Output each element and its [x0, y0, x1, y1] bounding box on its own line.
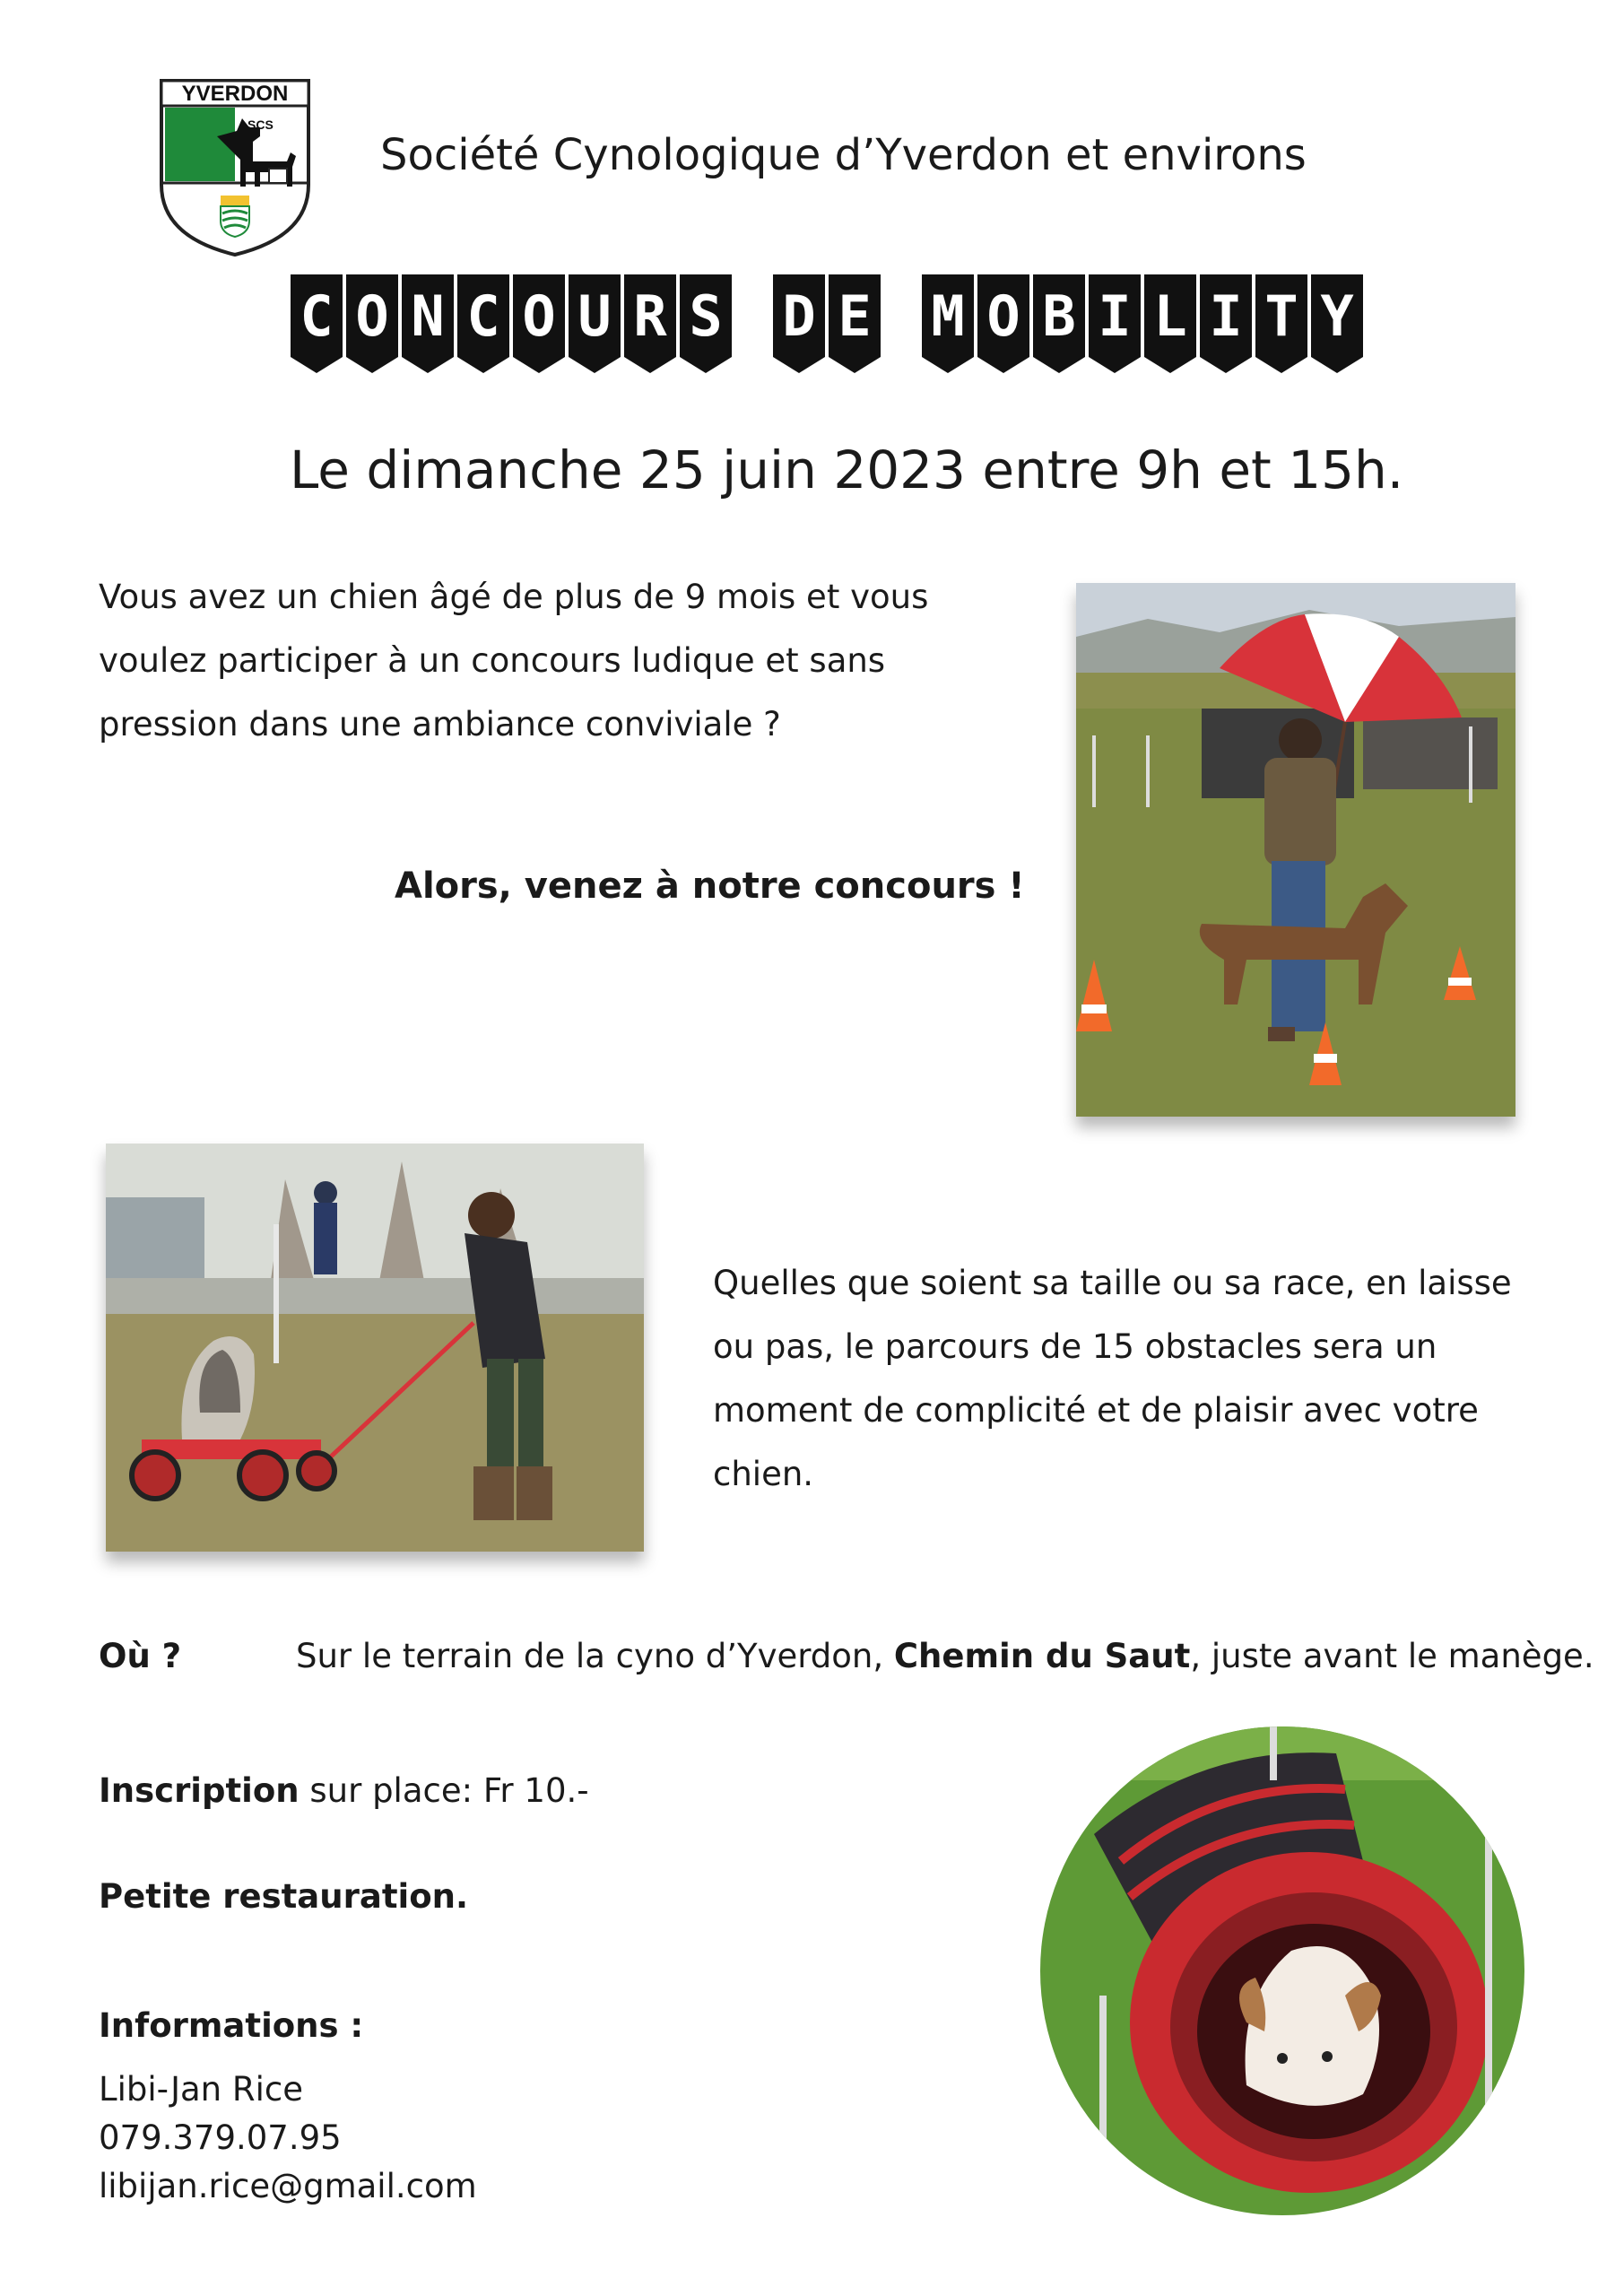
title-word	[291, 274, 732, 373]
photo-dog-umbrella	[1076, 583, 1515, 1117]
title-letter: O	[522, 283, 556, 349]
title-letter: M	[931, 283, 965, 349]
organization-name: Société Cynologique d’Yverdon et environs	[380, 130, 1307, 180]
title-letter-tile	[1089, 274, 1141, 373]
title-letter: C	[300, 283, 334, 349]
where-text	[296, 1637, 1594, 1675]
where-text-after: , juste avant le manège.	[1190, 1637, 1594, 1675]
title-letter: O	[355, 283, 389, 349]
inscription-price: sur place: Fr 10.-	[299, 1771, 589, 1810]
where-street: Chemin du Saut	[893, 1637, 1191, 1675]
title-letter-tile	[569, 274, 621, 373]
title-letter-tile	[402, 274, 454, 373]
title-letter: O	[986, 283, 1020, 349]
title-letter-tile	[624, 274, 676, 373]
event-date: Le dimanche 25 juin 2023 entre 9h et 15h.	[290, 439, 1404, 500]
title-letter-tile	[922, 274, 974, 373]
title-letter: R	[633, 283, 667, 349]
contact-email[interactable]: libijan.rice@gmail.com	[99, 2167, 477, 2205]
title-word-gap	[735, 274, 769, 373]
title-letter-tile	[346, 274, 398, 373]
title-letter-tile	[829, 274, 881, 373]
title-letter-tile	[1144, 274, 1196, 373]
title-letter: E	[838, 283, 872, 349]
title-letter-tile	[680, 274, 732, 373]
photo-dog-tunnel	[1040, 1726, 1524, 2215]
title-letter: I	[1098, 283, 1132, 349]
title-letter: N	[411, 283, 445, 349]
title-word	[922, 274, 1363, 373]
title-word-gap	[884, 274, 918, 373]
title-letter: D	[782, 283, 816, 349]
inscription-line	[99, 1771, 589, 1810]
title-letter: I	[1209, 283, 1243, 349]
intro-paragraph: Vous avez un chien âgé de plus de 9 mois et vous voulez participer à un concours ludique et sans pression dans une ambiance conviviale ?	[99, 578, 929, 744]
title-letter-tile	[773, 274, 825, 373]
title-letter: B	[1042, 283, 1076, 349]
title-letter-tile	[1033, 274, 1085, 373]
title-word	[773, 274, 881, 373]
title-letter-tile	[291, 274, 343, 373]
obstacles-paragraph: Quelles que soient sa taille ou sa race, en laisse ou pas, le parcours de 15 obstacles sera un moment de complicité et de plaisir avec votre chien.	[713, 1264, 1512, 1493]
title-letter-tile	[977, 274, 1029, 373]
contact-name: Libi-Jan Rice	[99, 2070, 303, 2109]
logo-badge-text: SCS	[248, 117, 274, 132]
title-letter: U	[578, 283, 612, 349]
title-letter-tile	[1311, 274, 1363, 373]
title-letter-tile	[513, 274, 565, 373]
restauration-line: Petite restauration.	[99, 1877, 469, 1916]
title-letter: C	[466, 283, 500, 349]
where-label: Où ?	[99, 1637, 182, 1675]
where-text-before: Sur le terrain de la cyno d’Yverdon,	[296, 1637, 894, 1675]
title-letter-tile	[1255, 274, 1307, 373]
inscription-label: Inscription	[99, 1771, 300, 1810]
title-letter: L	[1153, 283, 1187, 349]
title-letter-tile	[457, 274, 509, 373]
title-letter: Y	[1320, 283, 1354, 349]
call-to-action: Alors, venez à notre concours !	[395, 865, 1025, 907]
informations-label: Informations :	[99, 2006, 364, 2045]
title-letter-tile	[1200, 274, 1252, 373]
title-letter: T	[1264, 283, 1298, 349]
photo-dog-cart	[106, 1144, 644, 1552]
title-letter: S	[689, 283, 723, 349]
poster-title	[291, 274, 1354, 373]
club-logo	[158, 77, 312, 257]
contact-phone[interactable]: 079.379.07.95	[99, 2118, 342, 2157]
logo-top-text: YVERDON	[181, 82, 289, 106]
